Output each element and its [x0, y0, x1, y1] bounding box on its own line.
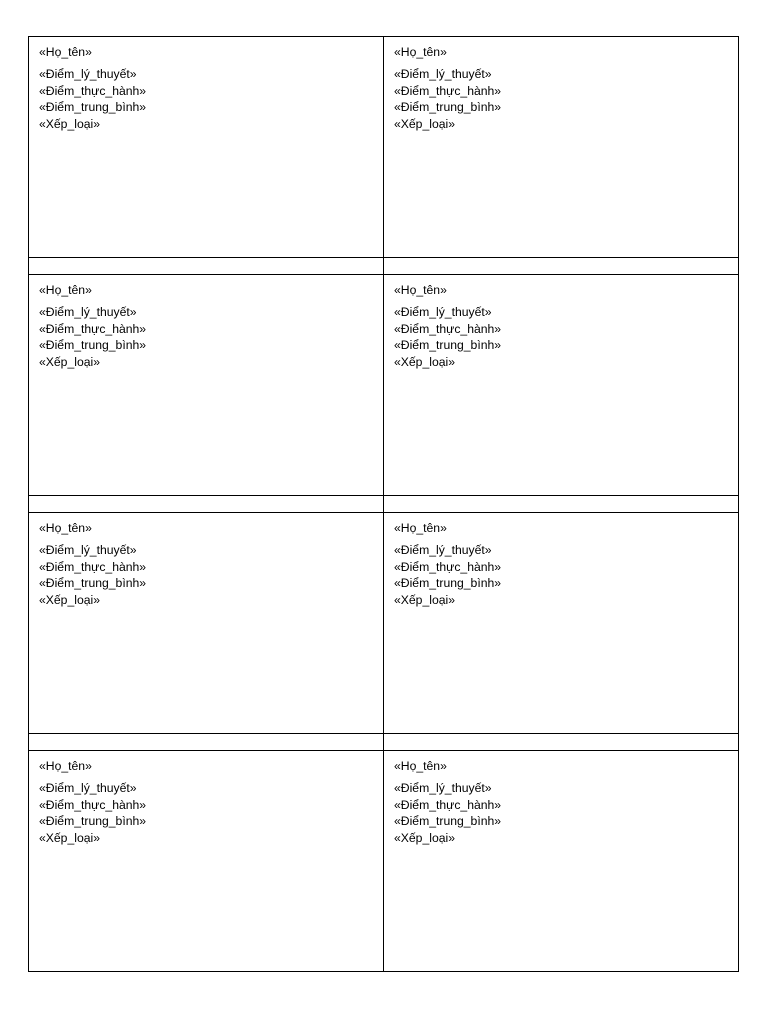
- diem-thuc-hanh-field: «Điểm_thực_hành»: [39, 797, 147, 812]
- xep-loai-field: «Xếp_loại»: [394, 116, 455, 131]
- diem-thuc-hanh-field: «Điểm_thực_hành»: [394, 83, 502, 98]
- label-cell[interactable]: [384, 37, 739, 258]
- diem-trung-binh-field: «Điểm_trung_bình»: [39, 576, 147, 591]
- xep-loai-field: «Xếp_loại»: [394, 354, 455, 369]
- spacer-cell[interactable]: [384, 734, 739, 751]
- label-sheet-table: [28, 36, 739, 972]
- spacer-row: [29, 496, 739, 513]
- ho-ten-field: «Họ_tên»: [394, 45, 447, 59]
- label-cell[interactable]: [29, 37, 384, 258]
- diem-thuc-hanh-field: «Điểm_thực_hành»: [39, 321, 147, 336]
- spacer-row: [29, 734, 739, 751]
- label-row: [29, 513, 739, 734]
- xep-loai-field: «Xếp_loại»: [39, 830, 100, 845]
- diem-ly-thuyet-field: «Điểm_lý_thuyết»: [394, 305, 492, 320]
- ho-ten-field: «Họ_tên»: [394, 759, 447, 773]
- spacer-cell[interactable]: [384, 496, 739, 513]
- label-cell[interactable]: [29, 751, 384, 972]
- xep-loai-field: «Xếp_loại»: [39, 116, 100, 131]
- label-content: [384, 275, 738, 370]
- label-cell[interactable]: [29, 513, 384, 734]
- diem-thuc-hanh-field: «Điểm_thực_hành»: [394, 797, 502, 812]
- diem-trung-binh-field: «Điểm_trung_bình»: [39, 338, 147, 353]
- ho-ten-field: «Họ_tên»: [39, 45, 92, 59]
- label-content: [384, 37, 738, 132]
- label-cell[interactable]: [29, 275, 384, 496]
- diem-ly-thuyet-field: «Điểm_lý_thuyết»: [39, 781, 137, 796]
- diem-ly-thuyet-field: «Điểm_lý_thuyết»: [39, 543, 137, 558]
- diem-trung-binh-field: «Điểm_trung_bình»: [39, 100, 147, 115]
- diem-trung-binh-field: «Điểm_trung_bình»: [394, 814, 502, 829]
- diem-trung-binh-field: «Điểm_trung_bình»: [394, 338, 502, 353]
- xep-loai-field: «Xếp_loại»: [39, 592, 100, 607]
- label-cell[interactable]: [384, 513, 739, 734]
- label-content: [384, 751, 738, 846]
- spacer-row: [29, 258, 739, 275]
- diem-thuc-hanh-field: «Điểm_thực_hành»: [39, 83, 147, 98]
- diem-trung-binh-field: «Điểm_trung_bình»: [394, 576, 502, 591]
- ho-ten-field: «Họ_tên»: [394, 283, 447, 297]
- xep-loai-field: «Xếp_loại»: [394, 830, 455, 845]
- label-cell[interactable]: [384, 751, 739, 972]
- label-row: [29, 751, 739, 972]
- ho-ten-field: «Họ_tên»: [39, 759, 92, 773]
- label-row: [29, 37, 739, 258]
- diem-ly-thuyet-field: «Điểm_lý_thuyết»: [394, 781, 492, 796]
- spacer-cell[interactable]: [384, 258, 739, 275]
- spacer-cell[interactable]: [29, 496, 384, 513]
- diem-ly-thuyet-field: «Điểm_lý_thuyết»: [39, 67, 137, 82]
- diem-ly-thuyet-field: «Điểm_lý_thuyết»: [394, 67, 492, 82]
- label-cell[interactable]: [384, 275, 739, 496]
- label-content: [29, 37, 383, 132]
- diem-ly-thuyet-field: «Điểm_lý_thuyết»: [39, 305, 137, 320]
- ho-ten-field: «Họ_tên»: [39, 521, 92, 535]
- diem-thuc-hanh-field: «Điểm_thực_hành»: [394, 559, 502, 574]
- label-content: [384, 513, 738, 608]
- diem-thuc-hanh-field: «Điểm_thực_hành»: [394, 321, 502, 336]
- xep-loai-field: «Xếp_loại»: [39, 354, 100, 369]
- diem-thuc-hanh-field: «Điểm_thực_hành»: [39, 559, 147, 574]
- diem-trung-binh-field: «Điểm_trung_bình»: [39, 814, 147, 829]
- diem-ly-thuyet-field: «Điểm_lý_thuyết»: [394, 543, 492, 558]
- diem-trung-binh-field: «Điểm_trung_bình»: [394, 100, 502, 115]
- label-row: [29, 275, 739, 496]
- spacer-cell[interactable]: [29, 258, 384, 275]
- label-content: [29, 513, 383, 608]
- ho-ten-field: «Họ_tên»: [394, 521, 447, 535]
- ho-ten-field: «Họ_tên»: [39, 283, 92, 297]
- label-content: [29, 751, 383, 846]
- spacer-cell[interactable]: [29, 734, 384, 751]
- xep-loai-field: «Xếp_loại»: [394, 592, 455, 607]
- label-content: [29, 275, 383, 370]
